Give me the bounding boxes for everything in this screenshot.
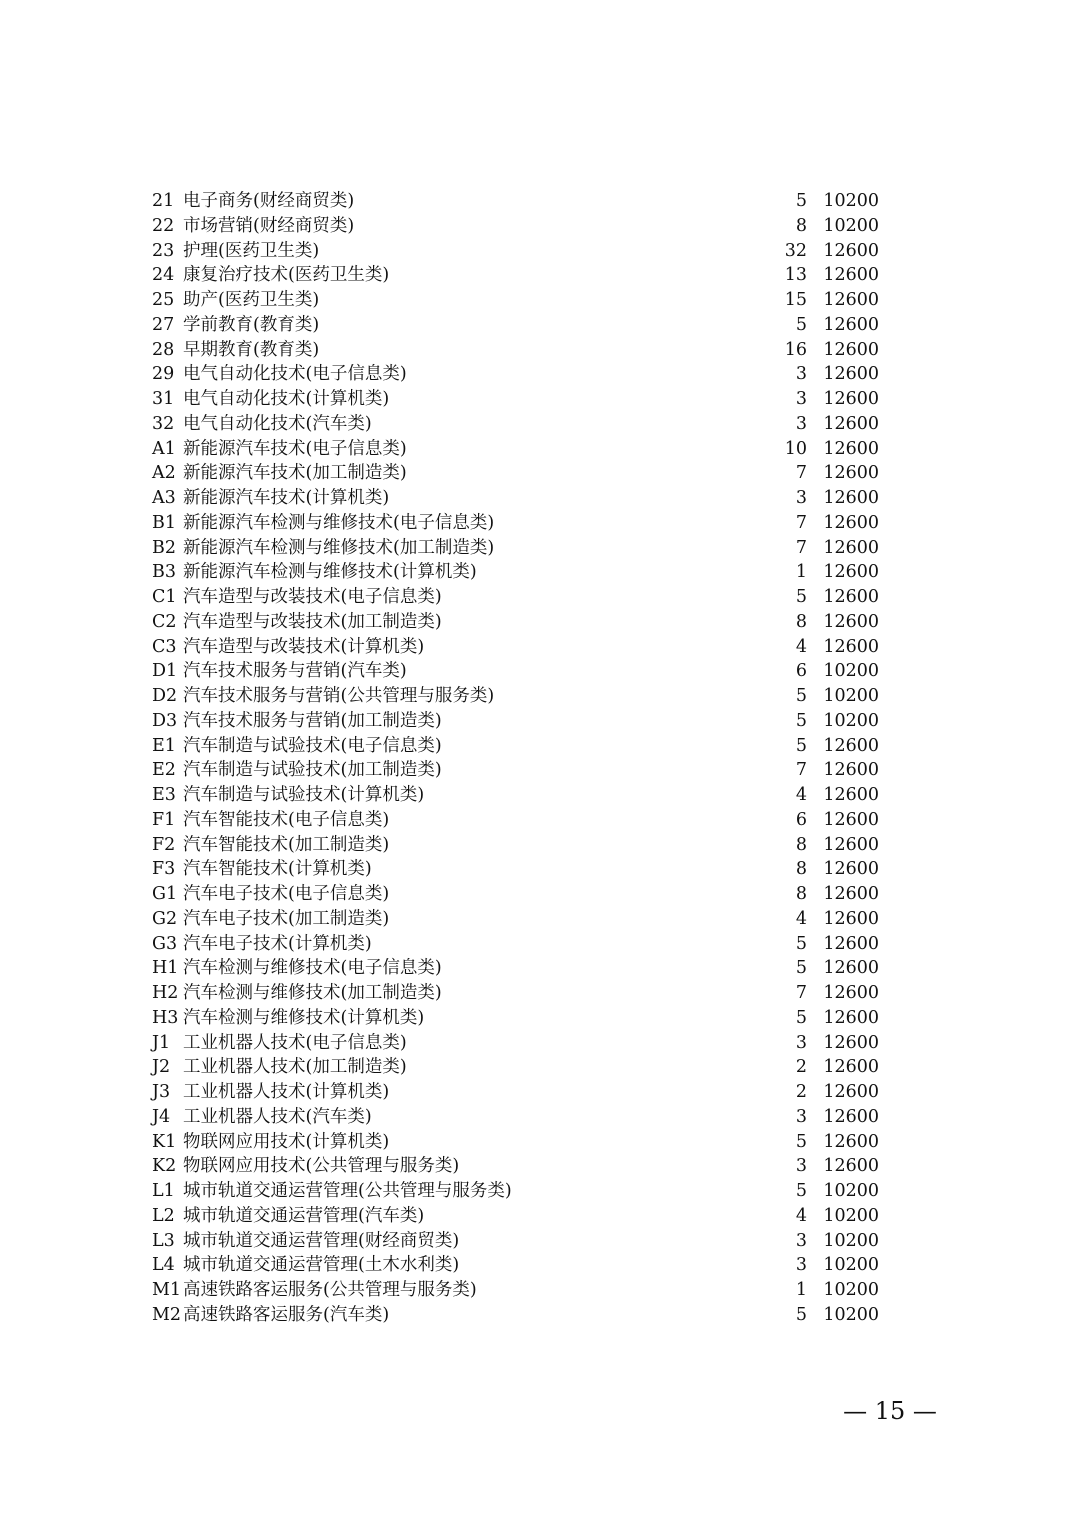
tuition-fee: 10200: [823, 1280, 879, 1300]
major-name: 城市轨道交通运营管理(汽车类): [183, 1205, 425, 1226]
table-row: [152, 783, 882, 808]
enrollment-count: 5: [795, 710, 807, 731]
enrollment-count: 4: [795, 1205, 807, 1226]
major-name: 汽车电子技术(电子信息类): [183, 884, 390, 904]
major-code: E3: [152, 785, 176, 805]
major-name: 汽车造型与改装技术(加工制造类): [183, 611, 442, 632]
enrollment-count: 5: [795, 735, 807, 756]
enrollment-count: 7: [795, 537, 807, 558]
major-code: A3: [152, 488, 176, 508]
table-row: [152, 338, 882, 363]
enrollment-count: 3: [795, 1106, 807, 1127]
enrollment-count: 10: [784, 438, 807, 459]
major-name: 物联网应用技术(公共管理与服务类): [183, 1156, 460, 1177]
enrollment-count: 6: [795, 661, 807, 682]
enrollment-count: 3: [795, 488, 807, 508]
major-code: G1: [152, 884, 178, 904]
table-row: [152, 263, 882, 288]
major-name: 电气自动化技术(计算机类): [183, 389, 390, 409]
tuition-fee: 12600: [823, 413, 879, 434]
table-row: [152, 1006, 882, 1031]
table-row: [152, 1031, 882, 1056]
major-name: 新能源汽车检测与维修技术(加工制造类): [183, 537, 495, 558]
tuition-fee: 12600: [823, 958, 879, 979]
major-code: 24: [152, 265, 175, 286]
enrollment-count: 6: [795, 809, 807, 830]
table-row: [152, 684, 882, 709]
major-code: L4: [152, 1255, 175, 1276]
enrollment-count: 7: [795, 512, 807, 533]
major-code: K2: [152, 1156, 177, 1177]
table-row: [152, 214, 882, 239]
enrollment-count: 7: [795, 463, 807, 484]
table-row: [152, 1130, 882, 1155]
major-code: 28: [152, 339, 175, 360]
major-name: 工业机器人技术(汽车类): [183, 1106, 372, 1127]
tuition-fee: 12600: [823, 735, 879, 756]
tuition-fee: 12600: [823, 859, 879, 880]
tuition-fee: 12600: [823, 537, 879, 558]
enrollment-count: 4: [795, 785, 807, 805]
tuition-fee: 10200: [823, 1205, 879, 1226]
major-code: B3: [152, 562, 176, 583]
major-name: 早期教育(教育类): [183, 339, 320, 360]
enrollment-count: 13: [784, 265, 807, 286]
tuition-fee: 12600: [823, 884, 879, 904]
major-name: 电气自动化技术(汽车类): [183, 413, 372, 434]
tuition-fee: 12600: [823, 809, 879, 830]
major-name: 汽车智能技术(加工制造类): [183, 834, 390, 855]
tuition-fee: 12600: [823, 785, 879, 805]
enrollment-count: 8: [795, 834, 807, 855]
table-row: [152, 1303, 882, 1328]
major-code: J1: [152, 1032, 171, 1053]
major-code: M2: [152, 1304, 182, 1325]
tuition-fee: 12600: [823, 314, 879, 335]
enrollment-count: 8: [795, 859, 807, 880]
major-code: L3: [152, 1230, 175, 1251]
major-name: 汽车电子技术(加工制造类): [183, 908, 390, 929]
tuition-fee: 12600: [823, 389, 879, 409]
major-code: D2: [152, 686, 178, 706]
major-code: G2: [152, 908, 178, 929]
major-code: E2: [152, 760, 176, 781]
major-name: 新能源汽车技术(电子信息类): [183, 438, 407, 459]
table-row: [152, 882, 882, 907]
enrollment-count: 4: [795, 908, 807, 929]
table-row: [152, 610, 882, 635]
tuition-fee: 12600: [823, 1156, 879, 1177]
enrollment-count: 5: [795, 1181, 807, 1201]
enrollment-count: 5: [795, 1007, 807, 1028]
table-row: [152, 1253, 882, 1278]
enrollment-count: 15: [784, 290, 807, 310]
major-name: 学前教育(教育类): [183, 314, 320, 335]
enrollment-count: 4: [795, 636, 807, 657]
major-name: 高速铁路客运服务(公共管理与服务类): [183, 1280, 477, 1300]
major-name: 工业机器人技术(电子信息类): [183, 1032, 407, 1053]
tuition-fee: 12600: [823, 1106, 879, 1127]
enrollment-count: 5: [795, 958, 807, 979]
table-row: [152, 808, 882, 833]
major-code: H2: [152, 983, 179, 1003]
major-name: 新能源汽车技术(计算机类): [183, 488, 390, 508]
major-code: B2: [152, 537, 176, 558]
tuition-fee: 12600: [823, 1057, 879, 1078]
table-row: [152, 709, 882, 734]
tuition-fee: 12600: [823, 1032, 879, 1053]
tuition-fee: 12600: [823, 488, 879, 508]
major-code: 31: [152, 389, 175, 409]
table-row: [152, 585, 882, 610]
table-row: [152, 981, 882, 1006]
table-row: [152, 362, 882, 387]
table-row: [152, 1179, 882, 1204]
tuition-fee: 12600: [823, 908, 879, 929]
major-name: 工业机器人技术(计算机类): [183, 1082, 390, 1102]
enrollment-count: 3: [795, 413, 807, 434]
enrollment-count: 7: [795, 983, 807, 1003]
major-name: 工业机器人技术(加工制造类): [183, 1057, 407, 1078]
table-row: [152, 758, 882, 783]
tuition-fee: 10200: [823, 191, 879, 211]
major-name: 汽车电子技术(计算机类): [183, 933, 372, 954]
tuition-fee: 12600: [823, 438, 879, 459]
tuition-fee: 12600: [823, 933, 879, 954]
enrollment-count: 3: [795, 1032, 807, 1053]
major-name: 电子商务(财经商贸类): [183, 191, 355, 211]
major-name: 城市轨道交通运营管理(财经商贸类): [183, 1230, 460, 1251]
tuition-fee: 10200: [823, 1181, 879, 1201]
enrollment-count: 16: [784, 339, 807, 360]
major-name: 汽车检测与维修技术(加工制造类): [183, 983, 442, 1003]
major-code: D3: [152, 710, 178, 731]
table-row: [152, 511, 882, 536]
enrollment-count: 8: [795, 884, 807, 904]
enrollment-count: 8: [795, 611, 807, 632]
enrollment-count: 3: [795, 364, 807, 385]
major-code: F3: [152, 859, 176, 880]
major-code: 23: [152, 240, 175, 261]
major-code: D1: [152, 661, 178, 682]
major-code: 22: [152, 215, 175, 236]
major-name: 汽车制造与试验技术(电子信息类): [183, 735, 442, 756]
tuition-fee: 12600: [823, 364, 879, 385]
major-name: 汽车智能技术(计算机类): [183, 859, 372, 880]
major-code: 32: [152, 413, 175, 434]
major-code: F2: [152, 834, 176, 855]
major-name: 电气自动化技术(电子信息类): [183, 364, 407, 385]
tuition-fee: 12600: [823, 265, 879, 286]
major-code: K1: [152, 1131, 177, 1152]
major-name: 市场营销(财经商贸类): [183, 215, 355, 236]
table-row: [152, 461, 882, 486]
table-row: [152, 239, 882, 264]
table-row: [152, 1229, 882, 1254]
major-code: E1: [152, 735, 176, 756]
tuition-fee: 12600: [823, 562, 879, 583]
major-name: 汽车技术服务与营销(加工制造类): [183, 710, 442, 731]
table-row: [152, 313, 882, 338]
table-row: [152, 1080, 882, 1105]
major-name: 汽车检测与维修技术(电子信息类): [183, 958, 442, 979]
table-row: [152, 412, 882, 437]
tuition-fee: 12600: [823, 290, 879, 310]
major-name: 物联网应用技术(计算机类): [183, 1131, 390, 1152]
tuition-fee: 12600: [823, 983, 879, 1003]
table-row: [152, 437, 882, 462]
enrollment-count: 8: [795, 215, 807, 236]
major-code: 21: [152, 191, 175, 211]
table-row: [152, 288, 882, 313]
tuition-fee: 12600: [823, 339, 879, 360]
major-name: 新能源汽车检测与维修技术(电子信息类): [183, 512, 495, 533]
tuition-fee: 12600: [823, 1082, 879, 1102]
enrollment-count: 5: [795, 314, 807, 335]
enrollment-count: 3: [795, 389, 807, 409]
enrollment-count: 5: [795, 686, 807, 706]
table-row: [152, 635, 882, 660]
tuition-fee: 12600: [823, 512, 879, 533]
major-name: 汽车检测与维修技术(计算机类): [183, 1007, 425, 1028]
tuition-fee: 12600: [823, 240, 879, 261]
table-row: [152, 833, 882, 858]
major-name: 汽车技术服务与营销(汽车类): [183, 661, 407, 682]
major-name: 新能源汽车技术(加工制造类): [183, 463, 407, 484]
major-name: 康复治疗技术(医药卫生类): [183, 265, 390, 286]
enrollment-count: 2: [795, 1057, 807, 1078]
enrollment-count: 32: [784, 240, 807, 261]
major-code: H1: [152, 958, 179, 979]
tuition-fee: 12600: [823, 1007, 879, 1028]
table-row: [152, 189, 882, 214]
major-name: 新能源汽车检测与维修技术(计算机类): [183, 562, 477, 583]
major-code: C3: [152, 636, 177, 657]
enrollment-count: 5: [795, 1304, 807, 1325]
major-code: H3: [152, 1007, 179, 1028]
major-name: 助产(医药卫生类): [183, 290, 320, 310]
enrollment-count: 1: [795, 1280, 807, 1300]
enrollment-count: 5: [795, 933, 807, 954]
tuition-fee: 12600: [823, 1131, 879, 1152]
major-code: L2: [152, 1205, 175, 1226]
enrollment-count: 3: [795, 1230, 807, 1251]
major-name: 城市轨道交通运营管理(公共管理与服务类): [183, 1181, 512, 1201]
tuition-fee: 12600: [823, 760, 879, 781]
table-row: [152, 956, 882, 981]
major-list-table: [152, 189, 882, 1328]
major-code: A1: [152, 438, 176, 459]
table-row: [152, 1105, 882, 1130]
major-name: 汽车智能技术(电子信息类): [183, 809, 390, 830]
tuition-fee: 10200: [823, 686, 879, 706]
major-code: C1: [152, 587, 177, 607]
major-name: 护理(医药卫生类): [183, 240, 320, 261]
table-row: [152, 659, 882, 684]
tuition-fee: 10200: [823, 1230, 879, 1251]
major-code: F1: [152, 809, 176, 830]
table-row: [152, 857, 882, 882]
tuition-fee: 12600: [823, 636, 879, 657]
tuition-fee: 12600: [823, 463, 879, 484]
major-name: 汽车技术服务与营销(公共管理与服务类): [183, 686, 495, 706]
major-code: 29: [152, 364, 175, 385]
table-row: [152, 932, 882, 957]
major-code: 27: [152, 314, 175, 335]
major-code: J4: [152, 1106, 171, 1127]
major-name: 汽车造型与改装技术(电子信息类): [183, 587, 442, 607]
page-number: — 15 —: [843, 1397, 937, 1425]
table-row: [152, 560, 882, 585]
enrollment-count: 2: [795, 1082, 807, 1102]
enrollment-count: 5: [795, 191, 807, 211]
major-code: A2: [152, 463, 176, 484]
major-code: 25: [152, 290, 175, 310]
major-code: G3: [152, 933, 178, 954]
enrollment-count: 3: [795, 1255, 807, 1276]
major-code: J3: [152, 1082, 171, 1102]
tuition-fee: 10200: [823, 661, 879, 682]
table-row: [152, 486, 882, 511]
tuition-fee: 12600: [823, 587, 879, 607]
table-row: [152, 1055, 882, 1080]
table-row: [152, 1154, 882, 1179]
major-name: 高速铁路客运服务(汽车类): [183, 1304, 390, 1325]
enrollment-count: 1: [795, 562, 807, 583]
table-row: [152, 1204, 882, 1229]
major-name: 汽车制造与试验技术(加工制造类): [183, 760, 442, 781]
table-row: [152, 734, 882, 759]
tuition-fee: 10200: [823, 710, 879, 731]
major-code: M1: [152, 1280, 182, 1300]
enrollment-count: 5: [795, 587, 807, 607]
major-name: 汽车造型与改装技术(计算机类): [183, 636, 425, 657]
major-code: B1: [152, 512, 176, 533]
tuition-fee: 10200: [823, 1304, 879, 1325]
tuition-fee: 12600: [823, 611, 879, 632]
major-name: 汽车制造与试验技术(计算机类): [183, 785, 425, 805]
table-row: [152, 536, 882, 561]
tuition-fee: 10200: [823, 215, 879, 236]
major-code: L1: [152, 1181, 175, 1201]
major-name: 城市轨道交通运营管理(土木水利类): [183, 1255, 460, 1276]
table-row: [152, 907, 882, 932]
enrollment-count: 7: [795, 760, 807, 781]
table-row: [152, 387, 882, 412]
tuition-fee: 12600: [823, 834, 879, 855]
tuition-fee: 10200: [823, 1255, 879, 1276]
major-code: J2: [152, 1057, 171, 1078]
enrollment-count: 3: [795, 1156, 807, 1177]
enrollment-count: 5: [795, 1131, 807, 1152]
major-code: C2: [152, 611, 177, 632]
table-row: [152, 1278, 882, 1303]
